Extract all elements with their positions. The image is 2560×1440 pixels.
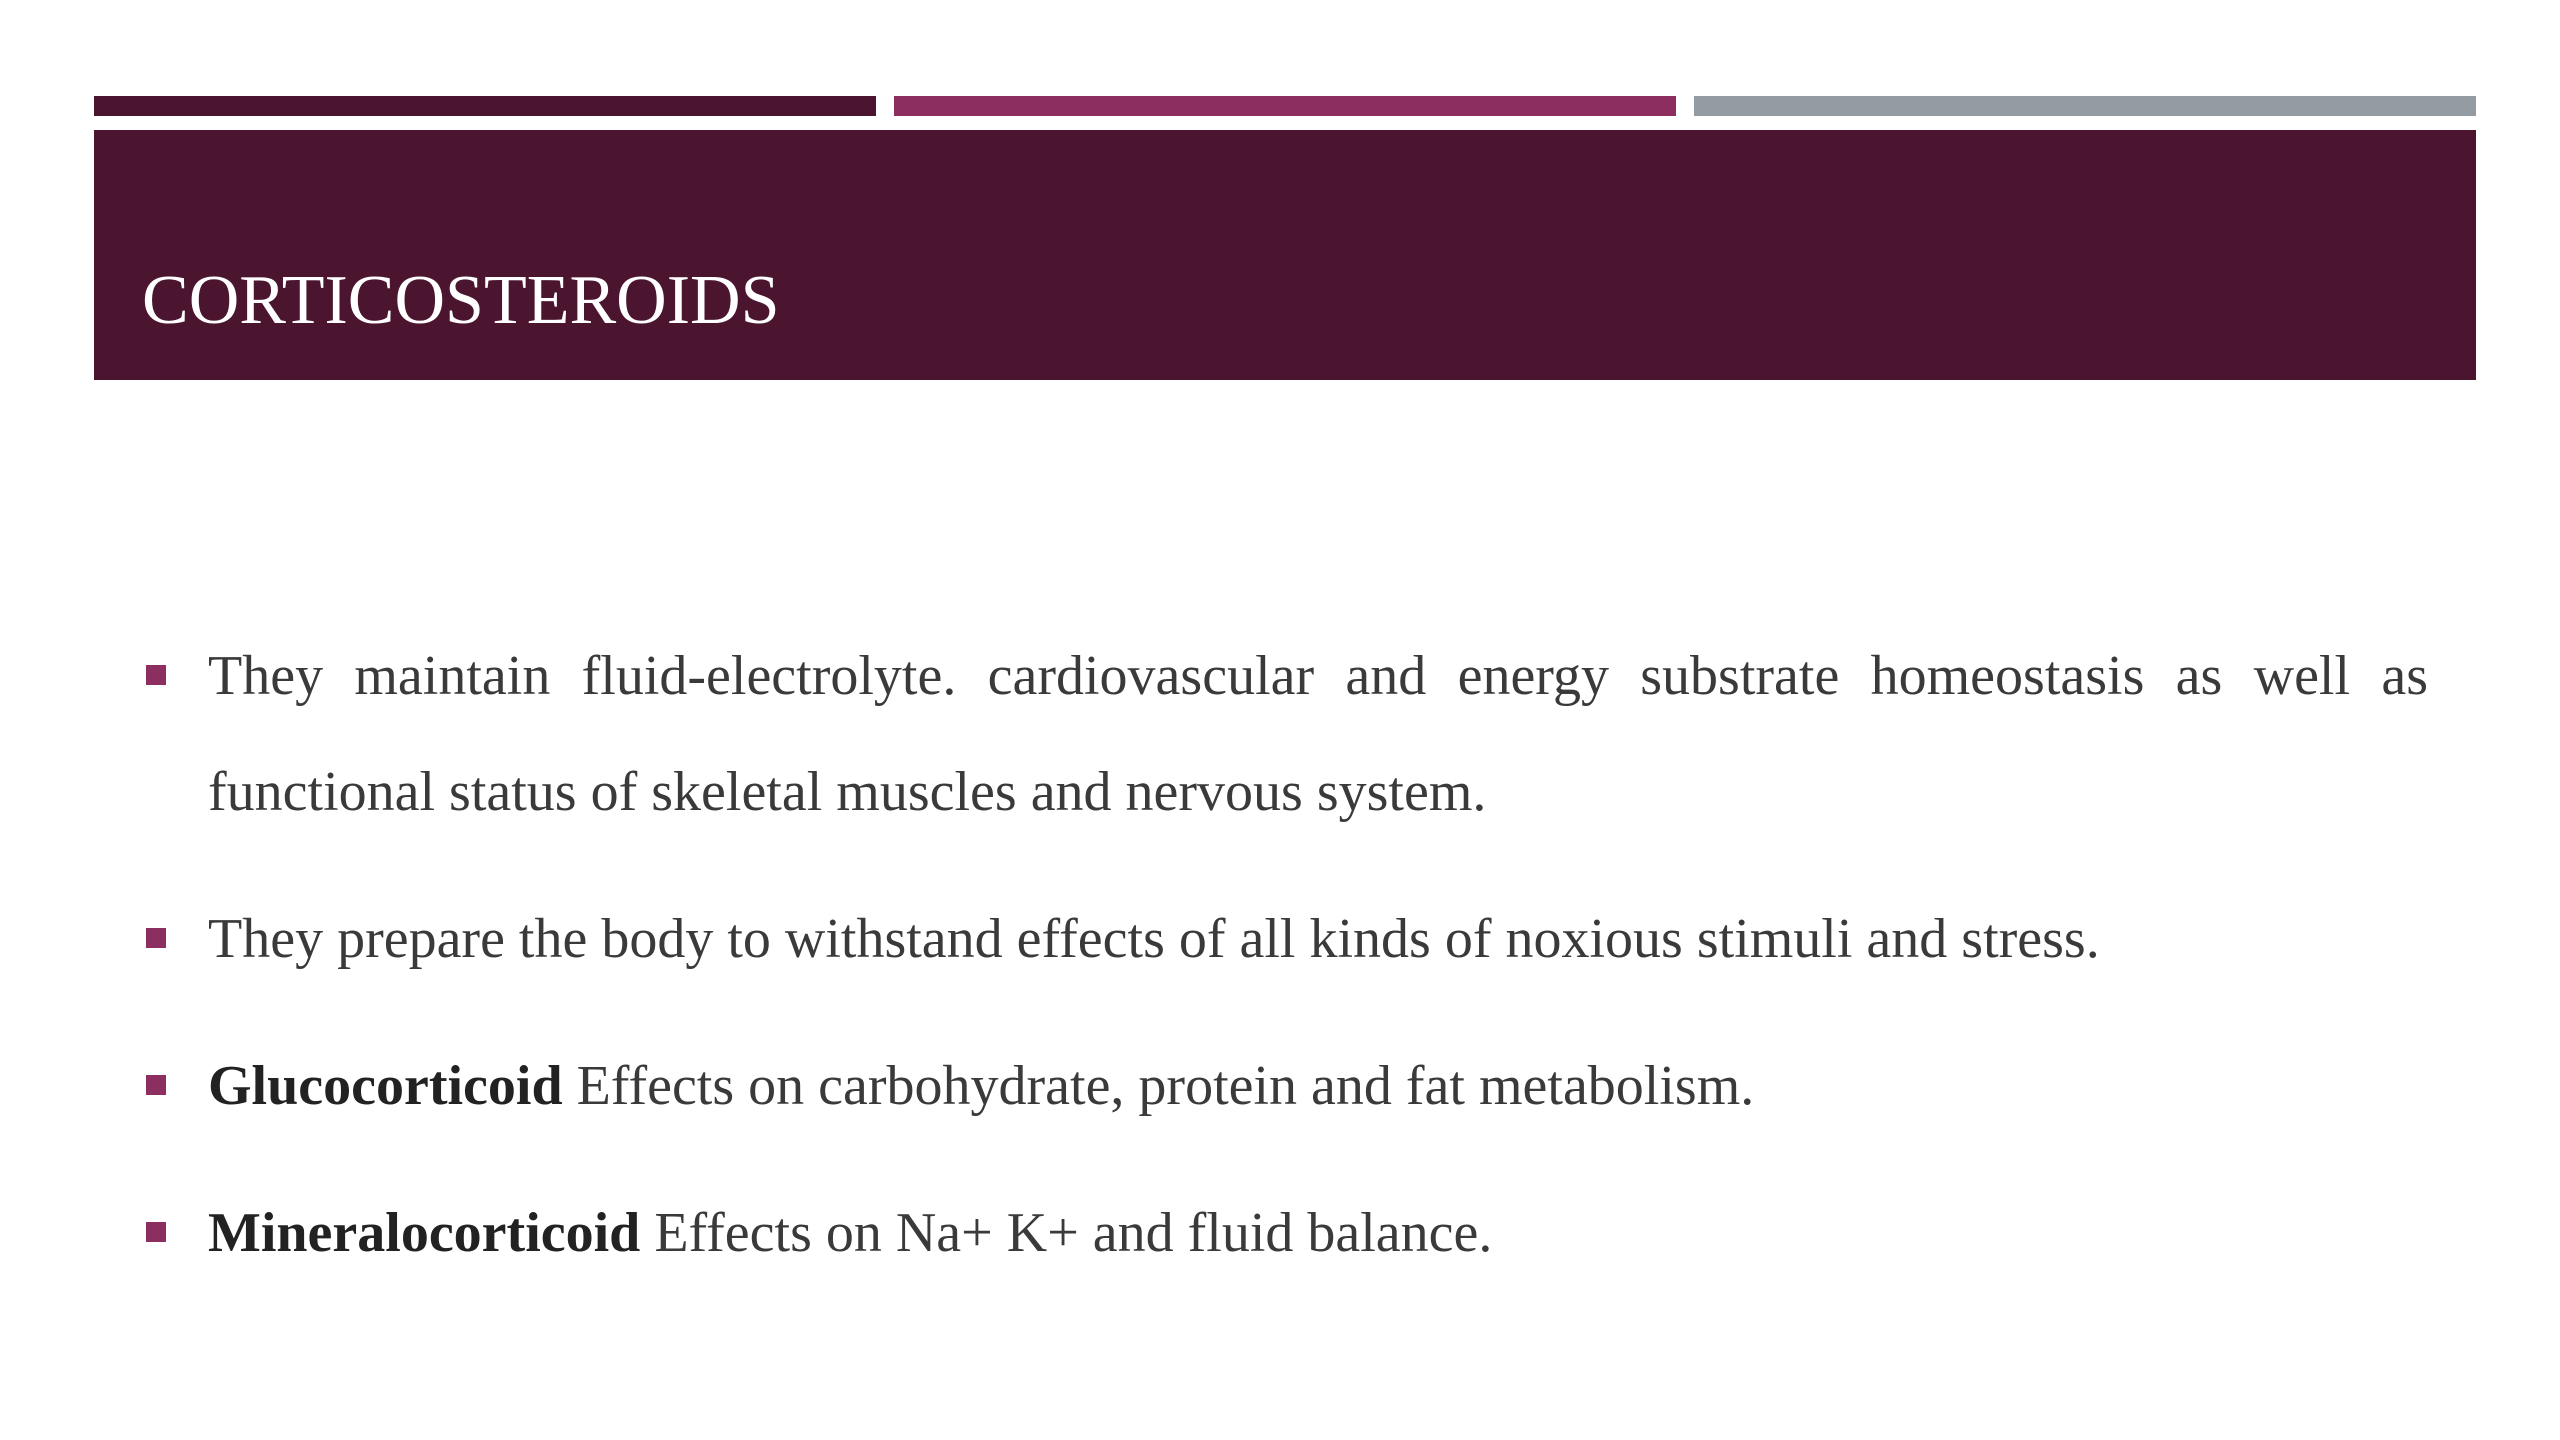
bullet-item	[140, 881, 2428, 997]
accent-bar-primary	[94, 96, 876, 116]
bullet-text: Effects on carbohydrate, protein and fat metabolism.	[562, 1055, 1755, 1117]
bullet-item	[140, 1175, 2428, 1291]
square-bullet-icon	[146, 665, 166, 685]
bullet-item	[140, 1028, 2428, 1144]
accent-bar-tertiary	[1694, 96, 2476, 116]
bullet-text: They prepare the body to withstand effects of all kinds of noxious stimuli and stress.	[208, 908, 2100, 970]
bullet-term-glucocorticoid: Glucocorticoid	[208, 1055, 563, 1117]
square-bullet-icon	[146, 1075, 166, 1095]
bullet-text: They maintain fluid-electrolyte. cardiovascular and energy substrate homeostasis as well as functional status of skeletal muscles and nervous system.	[208, 645, 2428, 823]
square-bullet-icon	[146, 1222, 166, 1242]
accent-bar-secondary	[894, 96, 1676, 116]
bullet-item	[140, 618, 2428, 850]
bullet-list	[140, 618, 2428, 1322]
bullet-term-mineralocorticoid: Mineralocorticoid	[208, 1202, 641, 1264]
slide-title: CORTICOSTEROIDS	[142, 262, 780, 339]
title-banner	[94, 130, 2476, 380]
bullet-text: Effects on Na+ K+ and fluid balance.	[640, 1202, 1493, 1264]
square-bullet-icon	[146, 928, 166, 948]
